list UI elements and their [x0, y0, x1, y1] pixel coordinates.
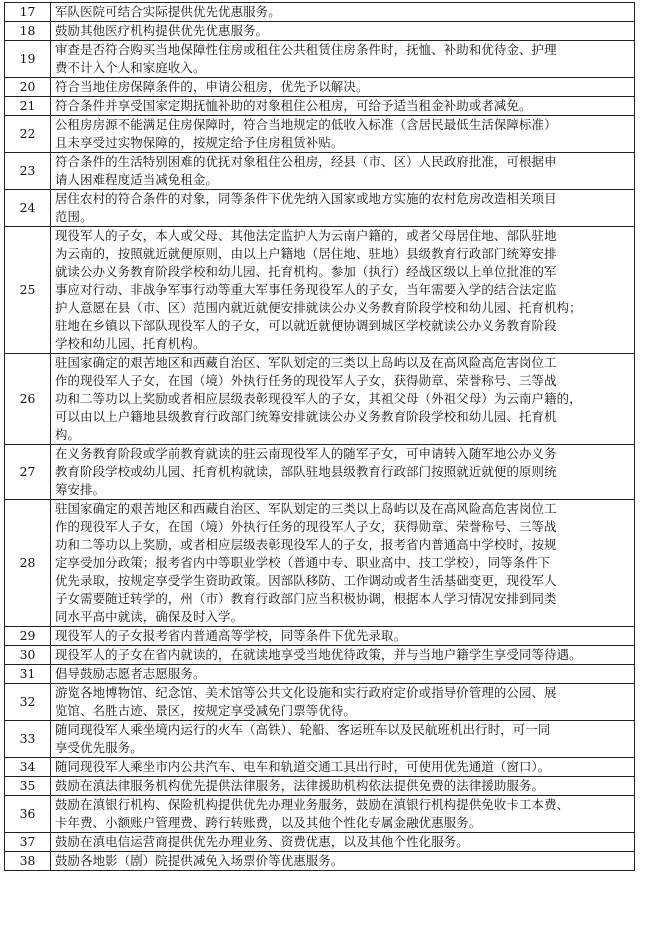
row-number: 22: [5, 116, 51, 153]
row-text: [51, 116, 635, 153]
text-line: 子女需要随迁转学的，州（市）教育行政部门应当积极协调，根据本人学习情况安排到同类: [55, 591, 557, 606]
row-number: 27: [5, 445, 51, 500]
text-line: 审查是否符合购买当地保障性住房或租住公共租赁住房条件时，抚恤、补助和优待金、护理: [55, 42, 557, 57]
text-line: 公租房房源不能满足住房保障时，符合当地规定的低收入标准（含居民最低生活保障标准）: [55, 117, 557, 132]
text-line: 优先录取，按规定享受学生资助政策。因部队移防、工作调动或者生活基础变更，现役军人: [55, 573, 557, 588]
text-line: 筹安排。: [55, 482, 106, 497]
row-number: 23: [5, 153, 51, 190]
row-text: [51, 354, 635, 445]
row-text: [51, 3, 635, 22]
text-line: 同水平高中就读，确保及时入学。: [55, 609, 244, 624]
text-line: 驻地在乡镇以下部队现役军人的子女，可以就近就便协调到城区学校就读公办义务教育阶段: [55, 318, 557, 333]
text-line: 护人意愿在县（市、区）范围内就近就便安排就读公办义务教育阶段学校和幼儿园、托育机构；: [55, 300, 582, 315]
text-line: 作的现役军人子女，在国（境）外执行任务的现役军人子女，获得勋章、荣誉称号、三等战: [55, 519, 557, 534]
row-text: [51, 796, 635, 833]
table-row: [5, 97, 635, 116]
table-row: [5, 796, 635, 833]
row-number: 36: [5, 796, 51, 833]
text-line: 享受优先服务。: [55, 740, 143, 755]
table-row: [5, 190, 635, 227]
table-row: [5, 227, 635, 354]
text-line: 军队医院可结合实际提供优先优惠服务。: [55, 4, 281, 19]
table-row: [5, 777, 635, 796]
text-line: 功和二等功以上奖励或者相应层级表彰现役军人的子女，其祖父母（外祖父母）为云南户籍的，: [55, 391, 582, 406]
text-line: 卡年费、小额账户管理费、跨行转账费，以及其他个性化专属金融优惠服务。: [55, 815, 482, 830]
row-text: [51, 227, 635, 354]
text-line: 为云南的，按照就近就便原则，由以上户籍地（居住地、驻地）县级教育行政部门统筹安排: [55, 246, 557, 261]
table-row: [5, 758, 635, 777]
table-row: [5, 22, 635, 41]
row-number: 19: [5, 41, 51, 78]
table-row: [5, 78, 635, 97]
text-line: 现役军人的子女，本人或父母、其他法定监护人为云南户籍的，或者父母居住地、部队驻地: [55, 228, 557, 243]
text-line: 符合条件并享受国家定期抚恤补助的对象租住公租房，可给予适当租金补助或者减免。: [55, 98, 532, 113]
row-text: [51, 97, 635, 116]
text-line: 功和二等功以上奖励，或者相应层级表彰现役军人的子女，报考省内普通高中学校时，按规: [55, 537, 557, 552]
text-line: 符合条件的生活特别困难的优抚对象租住公租房，经县（市、区）人民政府批准，可根据申: [55, 154, 557, 169]
text-line: 览馆、名胜古迹、景区，按规定享受减免门票等优待。: [55, 703, 356, 718]
row-number: 25: [5, 227, 51, 354]
text-line: 事应对行动、非战争军事行动等重大军事任务现役军人的子女，当年需要入学的结合法定监: [55, 282, 557, 297]
text-line: 游览各地博物馆、纪念馆、美术馆等公共文化设施和实行政府定价或指导价管理的公园、展: [55, 685, 557, 700]
text-line: 构。: [55, 427, 81, 442]
text-line: 且未享受过实物保障的，按规定给予住房租赁补贴。: [55, 135, 344, 150]
row-text: [51, 78, 635, 97]
table-row: [5, 500, 635, 627]
row-number: 28: [5, 500, 51, 627]
text-line: 学校和幼儿园、托育机构。: [55, 336, 206, 351]
row-text: [51, 445, 635, 500]
text-line: 鼓励其他医疗机构提供优先优惠服务。: [55, 23, 269, 38]
row-number: 29: [5, 627, 51, 646]
table-row: [5, 665, 635, 684]
text-line: 就读公办义务教育阶段学校和幼儿园、托育机构。参加（执行）经战区级以上单位批准的军: [55, 264, 557, 279]
text-line: 符合当地住房保障条件的，申请公租房，优先予以解决。: [55, 79, 369, 94]
text-line: 驻国家确定的艰苦地区和西藏自治区、军队划定的三类以上岛屿以及在高风险高危害岗位工: [55, 501, 557, 516]
text-line: 居住农村的符合条件的对象，同等条件下优先纳入国家或地方实施的农村危房改造相关项目: [55, 191, 557, 206]
table-row: [5, 3, 635, 22]
table-row: [5, 627, 635, 646]
benefits-table: [4, 2, 635, 871]
text-line: 鼓励在滇电信运营商提供优先办理业务、资费优惠，以及其他个性化服务。: [55, 834, 469, 849]
row-text: [51, 721, 635, 758]
table-row: [5, 354, 635, 445]
table-row: [5, 852, 635, 871]
table-row: [5, 41, 635, 78]
text-line: 费不计入个人和家庭收入。: [55, 60, 206, 75]
row-text: [51, 153, 635, 190]
row-text: [51, 627, 635, 646]
row-text: [51, 758, 635, 777]
table-row: [5, 721, 635, 758]
row-text: [51, 646, 635, 665]
table-row: [5, 646, 635, 665]
text-line: 鼓励在滇银行机构、保险机构提供优先办理业务服务，鼓励在滇银行机构提供免收卡工本费、: [55, 797, 570, 812]
text-line: 现役军人的子女在省内就读的，在就读地享受当地优待政策，并与当地户籍学生享受同等待遇。: [55, 647, 582, 662]
table-row: [5, 445, 635, 500]
row-number: 17: [5, 3, 51, 22]
text-line: 作的现役军人子女，在国（境）外执行任务的现役军人子女，获得勋章、荣誉称号、三等战: [55, 373, 557, 388]
table-row: [5, 833, 635, 852]
row-number: 31: [5, 665, 51, 684]
row-text: [51, 41, 635, 78]
text-line: 定享受加分政策；报考省内中等职业学校（普通中专、职业高中、技工学校），同等条件下: [55, 555, 551, 570]
text-line: 倡导鼓励志愿者志愿服务。: [55, 666, 206, 681]
text-line: 随同现役军人乘坐市内公共汽车、电车和轨道交通工具出行时，可使用优先通道（窗口）。: [55, 759, 551, 774]
row-number: 26: [5, 354, 51, 445]
text-line: 驻国家确定的艰苦地区和西藏自治区、军队划定的三类以上岛屿以及在高风险高危害岗位工: [55, 355, 557, 370]
row-number: 34: [5, 758, 51, 777]
row-number: 21: [5, 97, 51, 116]
text-line: 在义务教育阶段或学前教育就读的驻云南现役军人的随军子女，可申请转入随军地公办义务: [55, 446, 557, 461]
row-number: 33: [5, 721, 51, 758]
table-body: [5, 3, 635, 871]
row-number: 20: [5, 78, 51, 97]
row-number: 35: [5, 777, 51, 796]
row-text: [51, 500, 635, 627]
row-text: [51, 777, 635, 796]
text-line: 教育阶段学校或幼儿园、托育机构就读，部队驻地县级教育行政部门按照就近就便的原则统: [55, 464, 557, 479]
text-line: 范围。: [55, 209, 93, 224]
row-number: 18: [5, 22, 51, 41]
text-line: 鼓励各地影（剧）院提供减免入场票价等优惠服务。: [55, 853, 344, 868]
text-line: 可以由以上户籍地县级教育行政部门统筹安排就读公办义务教育阶段学校和幼儿园、托育机: [55, 409, 557, 424]
text-line: 鼓励在滇法律服务机构优先提供法律服务，法律援助机构依法提供免费的法律援助服务。: [55, 778, 545, 793]
row-number: 37: [5, 833, 51, 852]
text-line: 现役军人的子女报考省内普通高等学校，同等条件下优先录取。: [55, 628, 407, 643]
row-text: [51, 190, 635, 227]
row-number: 24: [5, 190, 51, 227]
row-text: [51, 684, 635, 721]
row-text: [51, 833, 635, 852]
row-number: 30: [5, 646, 51, 665]
text-line: 随同现役军人乘坐境内运行的火车（高铁）、轮船、客运班车以及民航班机出行时，可一同: [55, 722, 551, 737]
row-text: [51, 22, 635, 41]
row-number: 38: [5, 852, 51, 871]
row-number: 32: [5, 684, 51, 721]
table-row: [5, 684, 635, 721]
table-row: [5, 153, 635, 190]
text-line: 请人困难程度适当减免租金。: [55, 172, 219, 187]
table-row: [5, 116, 635, 153]
row-text: [51, 665, 635, 684]
row-text: [51, 852, 635, 871]
